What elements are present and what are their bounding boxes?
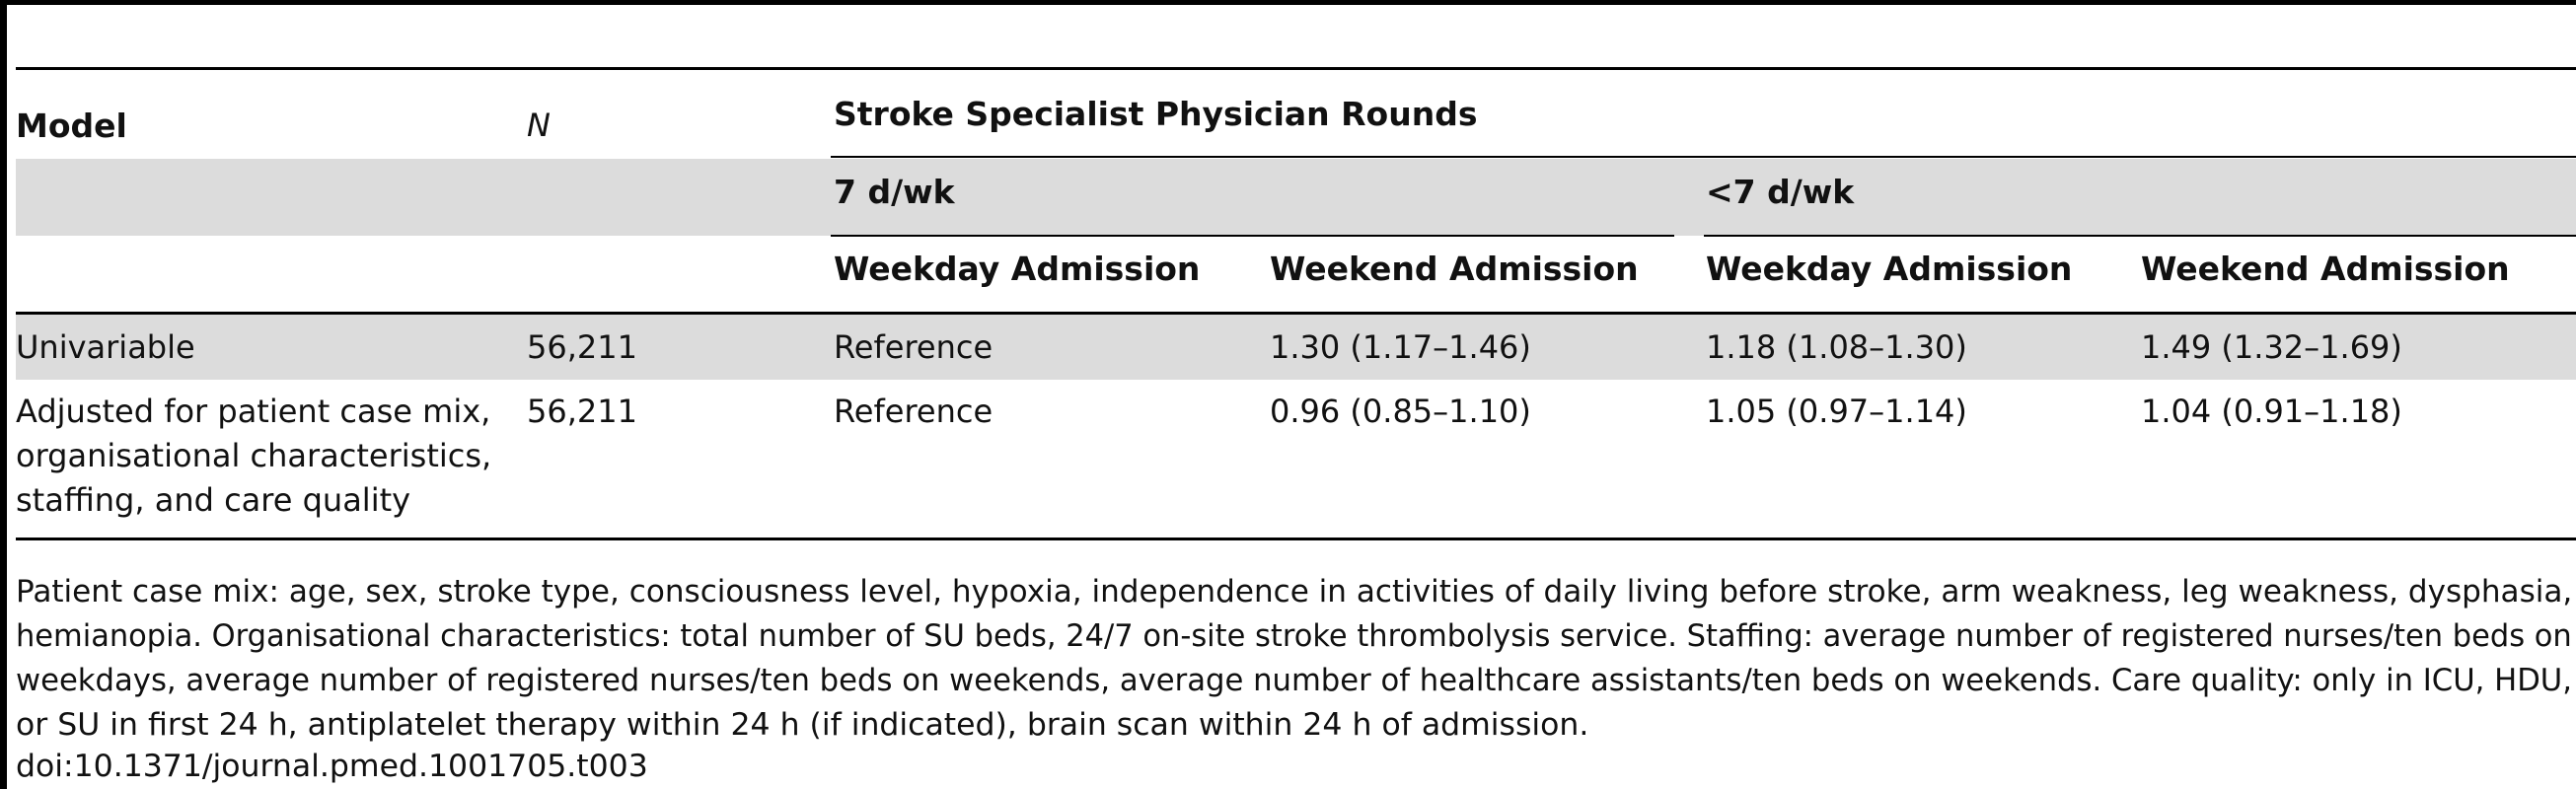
table-bottom-rule bbox=[16, 538, 2576, 540]
footnote-line-2: hemianopia. Organisational characteristics: total number of SU beds, 24/7 on-site stroke thrombolysis service. Staffing: average number of registered nurses/ten beds on bbox=[16, 618, 2572, 654]
sub2-underline bbox=[1704, 235, 2576, 237]
header-col-weekend-less7: Weekend Admission bbox=[2141, 250, 2510, 288]
header-group: Stroke Specialist Physician Rounds bbox=[834, 95, 1478, 133]
header-shaded-band bbox=[16, 159, 2576, 236]
sub1-underline bbox=[831, 235, 1674, 237]
doi-text: doi:10.1371/journal.pmed.1001705.t003 bbox=[16, 749, 648, 784]
row1-model: Univariable bbox=[16, 328, 195, 366]
row2-model-line3: staffing, and care quality bbox=[16, 481, 411, 519]
row2-weekday-less7: 1.05 (0.97–1.14) bbox=[1706, 393, 1967, 430]
row1-weekend-less7: 1.49 (1.32–1.69) bbox=[2141, 328, 2402, 366]
table-top-rule bbox=[16, 67, 2576, 70]
header-col-weekend-7: Weekend Admission bbox=[1270, 250, 1639, 288]
footnote-line-3: weekdays, average number of registered nurses/ten beds on weekends, average number of healthcare assistants/ten beds on weekends. Care quality: only in ICU, HDU, bbox=[16, 663, 2572, 698]
footnote-line-4: or SU in first 24 h, antiplatelet therapy within 24 h (if indicated), brain scan within 24 h of admission. bbox=[16, 707, 1589, 743]
row2-model-line2: organisational characteristics, bbox=[16, 437, 492, 474]
group-underline bbox=[831, 156, 2576, 158]
row1-weekday-7: Reference bbox=[834, 328, 994, 366]
row2-n: 56,211 bbox=[527, 393, 637, 430]
frame-top-border bbox=[0, 0, 2576, 5]
header-n: N bbox=[527, 107, 551, 144]
row2-model-line1: Adjusted for patient case mix, bbox=[16, 393, 491, 430]
header-bottom-rule bbox=[16, 312, 2576, 315]
row1-weekday-less7: 1.18 (1.08–1.30) bbox=[1706, 328, 1967, 366]
header-sub-7dwk: 7 d/wk bbox=[834, 173, 955, 211]
row2-weekday-7: Reference bbox=[834, 393, 994, 430]
header-col-weekday-7: Weekday Admission bbox=[834, 250, 1201, 288]
header-sub-less7dwk: <7 d/wk bbox=[1706, 173, 1855, 211]
row2-weekend-7: 0.96 (0.85–1.10) bbox=[1270, 393, 1531, 430]
footnote-line-1: Patient case mix: age, sex, stroke type, consciousness level, hypoxia, independence in activities of daily living before stroke, arm weakness, leg weakness, dysphasia, bbox=[16, 574, 2573, 610]
header-col-weekday-less7: Weekday Admission bbox=[1706, 250, 2073, 288]
frame-left-border bbox=[0, 0, 7, 789]
row2-weekend-less7: 1.04 (0.91–1.18) bbox=[2141, 393, 2402, 430]
row1-weekend-7: 1.30 (1.17–1.46) bbox=[1270, 328, 1531, 366]
header-model: Model bbox=[16, 107, 127, 145]
row1-n: 56,211 bbox=[527, 328, 637, 366]
